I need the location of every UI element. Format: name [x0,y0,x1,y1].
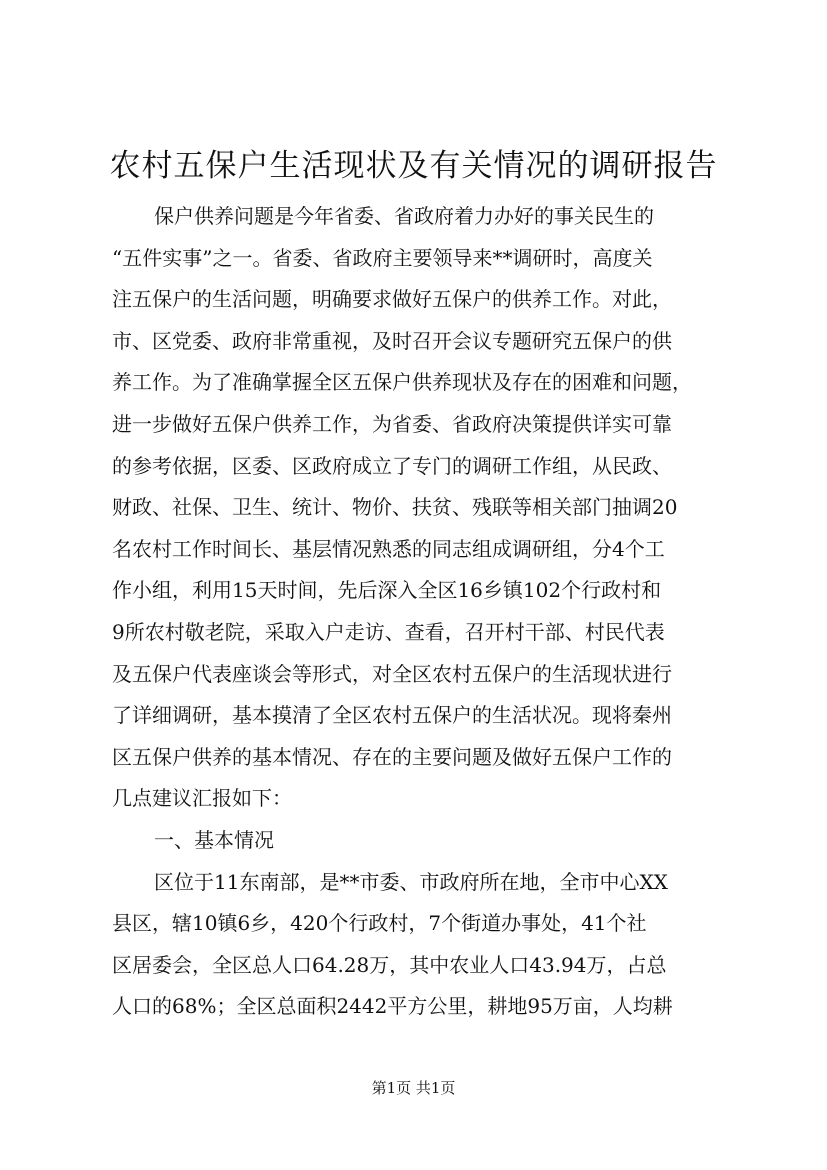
paragraph-line: 作小组，利用15天时间，先后深入全区16乡镇102个行政村和 [112,578,662,603]
paragraph-line: 人口的68%；全区总面积2442平方公里，耕地95万亩，人均耕 [112,994,673,1019]
paragraph-line: 了详细调研，基本摸清了全区农村五保户的生活状况。现将秦州 [112,703,672,728]
paragraph-line: 注五保户的生活问题，明确要求做好五保户的供养工作。对此， [112,287,672,312]
paragraph-line: 9所农村敬老院，采取入户走访、查看，召开村干部、村民代表 [112,619,665,644]
paragraph-line: 区五保户供养的基本情况、存在的主要问题及做好五保户工作的 [112,744,672,769]
paragraph-line: 名农村工作时间长、基层情况熟悉的同志组成调研组，分4个工 [112,536,665,561]
paragraph-line: 县区，辖10镇6乡，420个行政村，7个街道办事处，41个社 [112,911,647,936]
paragraph-line: 区居委会，全区总人口64.28万，其中农业人口43.94万，占总 [112,952,667,977]
paragraph-line: 进一步做好五保户供养工作，为省委、省政府决策提供详实可靠 [112,411,672,436]
section-heading: 一、基本情况 [154,827,274,852]
paragraph-line: 财政、社保、卫生、统计、物价、扶贫、残联等相关部门抽调20 [112,495,678,520]
document-body [112,196,752,1028]
paragraph-line: “五件实事”之一。省委、省政府主要领导来**调研时，高度关 [112,245,653,270]
paragraph-line: 养工作。为了准确掌握全区五保户供养现状及存在的困难和问题， [112,370,692,395]
paragraph-line: 保户供养问题是今年省委、省政府着力办好的事关民生的 [154,204,654,228]
paragraph-line: 几点建议汇报如下： [112,786,292,811]
paragraph-line: 区位于11东南部，是**市委、市政府所在地，全市中心XX [154,869,668,894]
page-number-footer: 第1页 共1页 [371,1079,456,1097]
document-title: 农村五保户生活现状及有关情况的调研报告 [109,148,718,184]
paragraph-line: 市、区党委、政府非常重视，及时召开会议专题研究五保户的供 [112,328,672,353]
paragraph-line: 的参考依据，区委、区政府成立了专门的调研工作组，从民政、 [112,453,672,478]
paragraph-line: 及五保户代表座谈会等形式，对全区农村五保户的生活现状进行 [112,661,672,686]
